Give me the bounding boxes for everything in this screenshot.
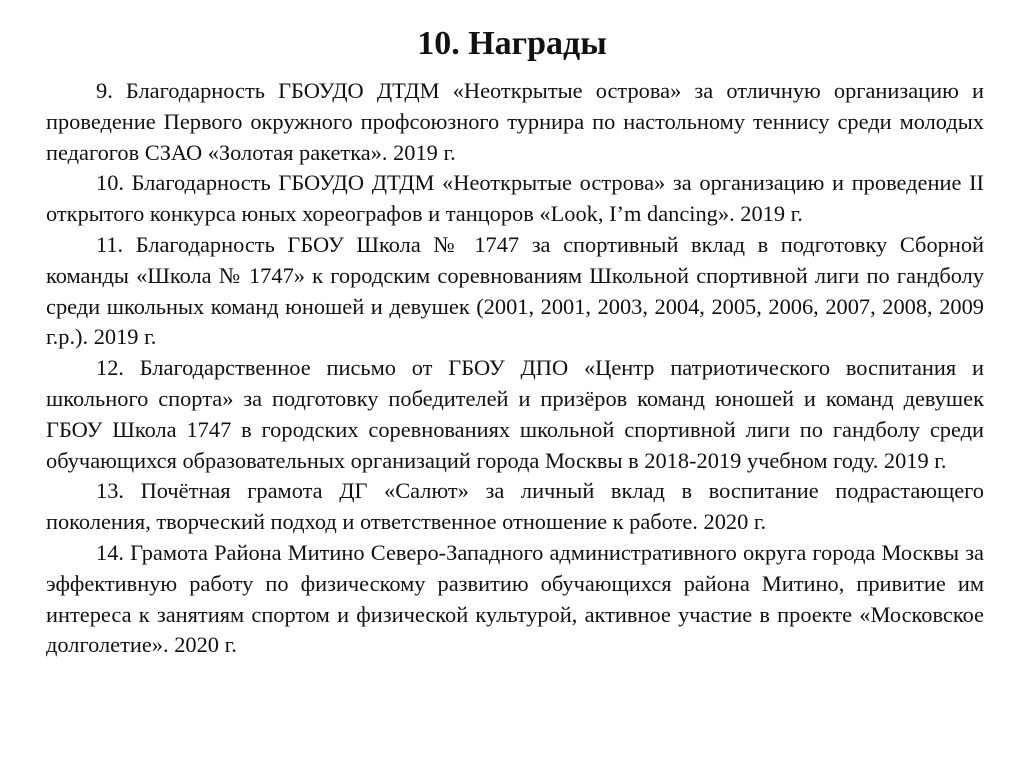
award-item-10: 10. Благодарность ГБОУДО ДТДМ «Неоткрытые острова» за организацию и проведение II открытого конкурса юных хореографов и танцоров «Look, I’m dancing». 2019 г.	[46, 170, 984, 227]
awards-list	[46, 76, 984, 661]
award-item-14: 14. Грамота Района Митино Северо-Западного административного округа города Москвы за эффективную работу по физическому развитию обучающихся района Митино, привитие им интереса к занятиям спортом и физической культурой, активное участие в проекте «Московское долголетие». 2020 г.	[46, 539, 984, 658]
award-item-12: 12. Благодарственное письмо от ГБОУ ДПО «Центр патриотического воспитания и школьного спорта» за подготовку победителей и призёров команд юношей и команд девушек ГБОУ Школа 1747 в городских соревнованиях школьной спортивной лиги по гандболу среди обучающихся образовательных организаций города Москвы в 2018-2019 учебном году. 2019 г.	[46, 355, 984, 473]
slide-title: 10. Награды	[417, 25, 607, 62]
award-item-11: 11. Благодарность ГБОУ Школа № 1747 за спортивный вклад в подготовку Сборной команды «Школа № 1747» к городским соревнованиям Школьной спортивной лиги по гандболу среди школьных команд юношей и девушек (2001, 2001, 2003, 2004, 2005, 2006, 2007, 2008, 2009 г.р.). 2019 г.	[46, 231, 984, 350]
award-item-13: 13. Почётная грамота ДГ «Салют» за личный вклад в воспитание подрастающего поколения, творческий подход и ответственное отношение к работе. 2020 г.	[46, 478, 984, 535]
award-item-9: 9. Благодарность ГБОУДО ДТДМ «Неоткрытые острова» за отличную организацию и проведение Первого окружного профсоюзного турнира по настольному теннису среди молодых педагогов СЗАО «Золотая ракетка». 2019 г.	[46, 78, 984, 165]
